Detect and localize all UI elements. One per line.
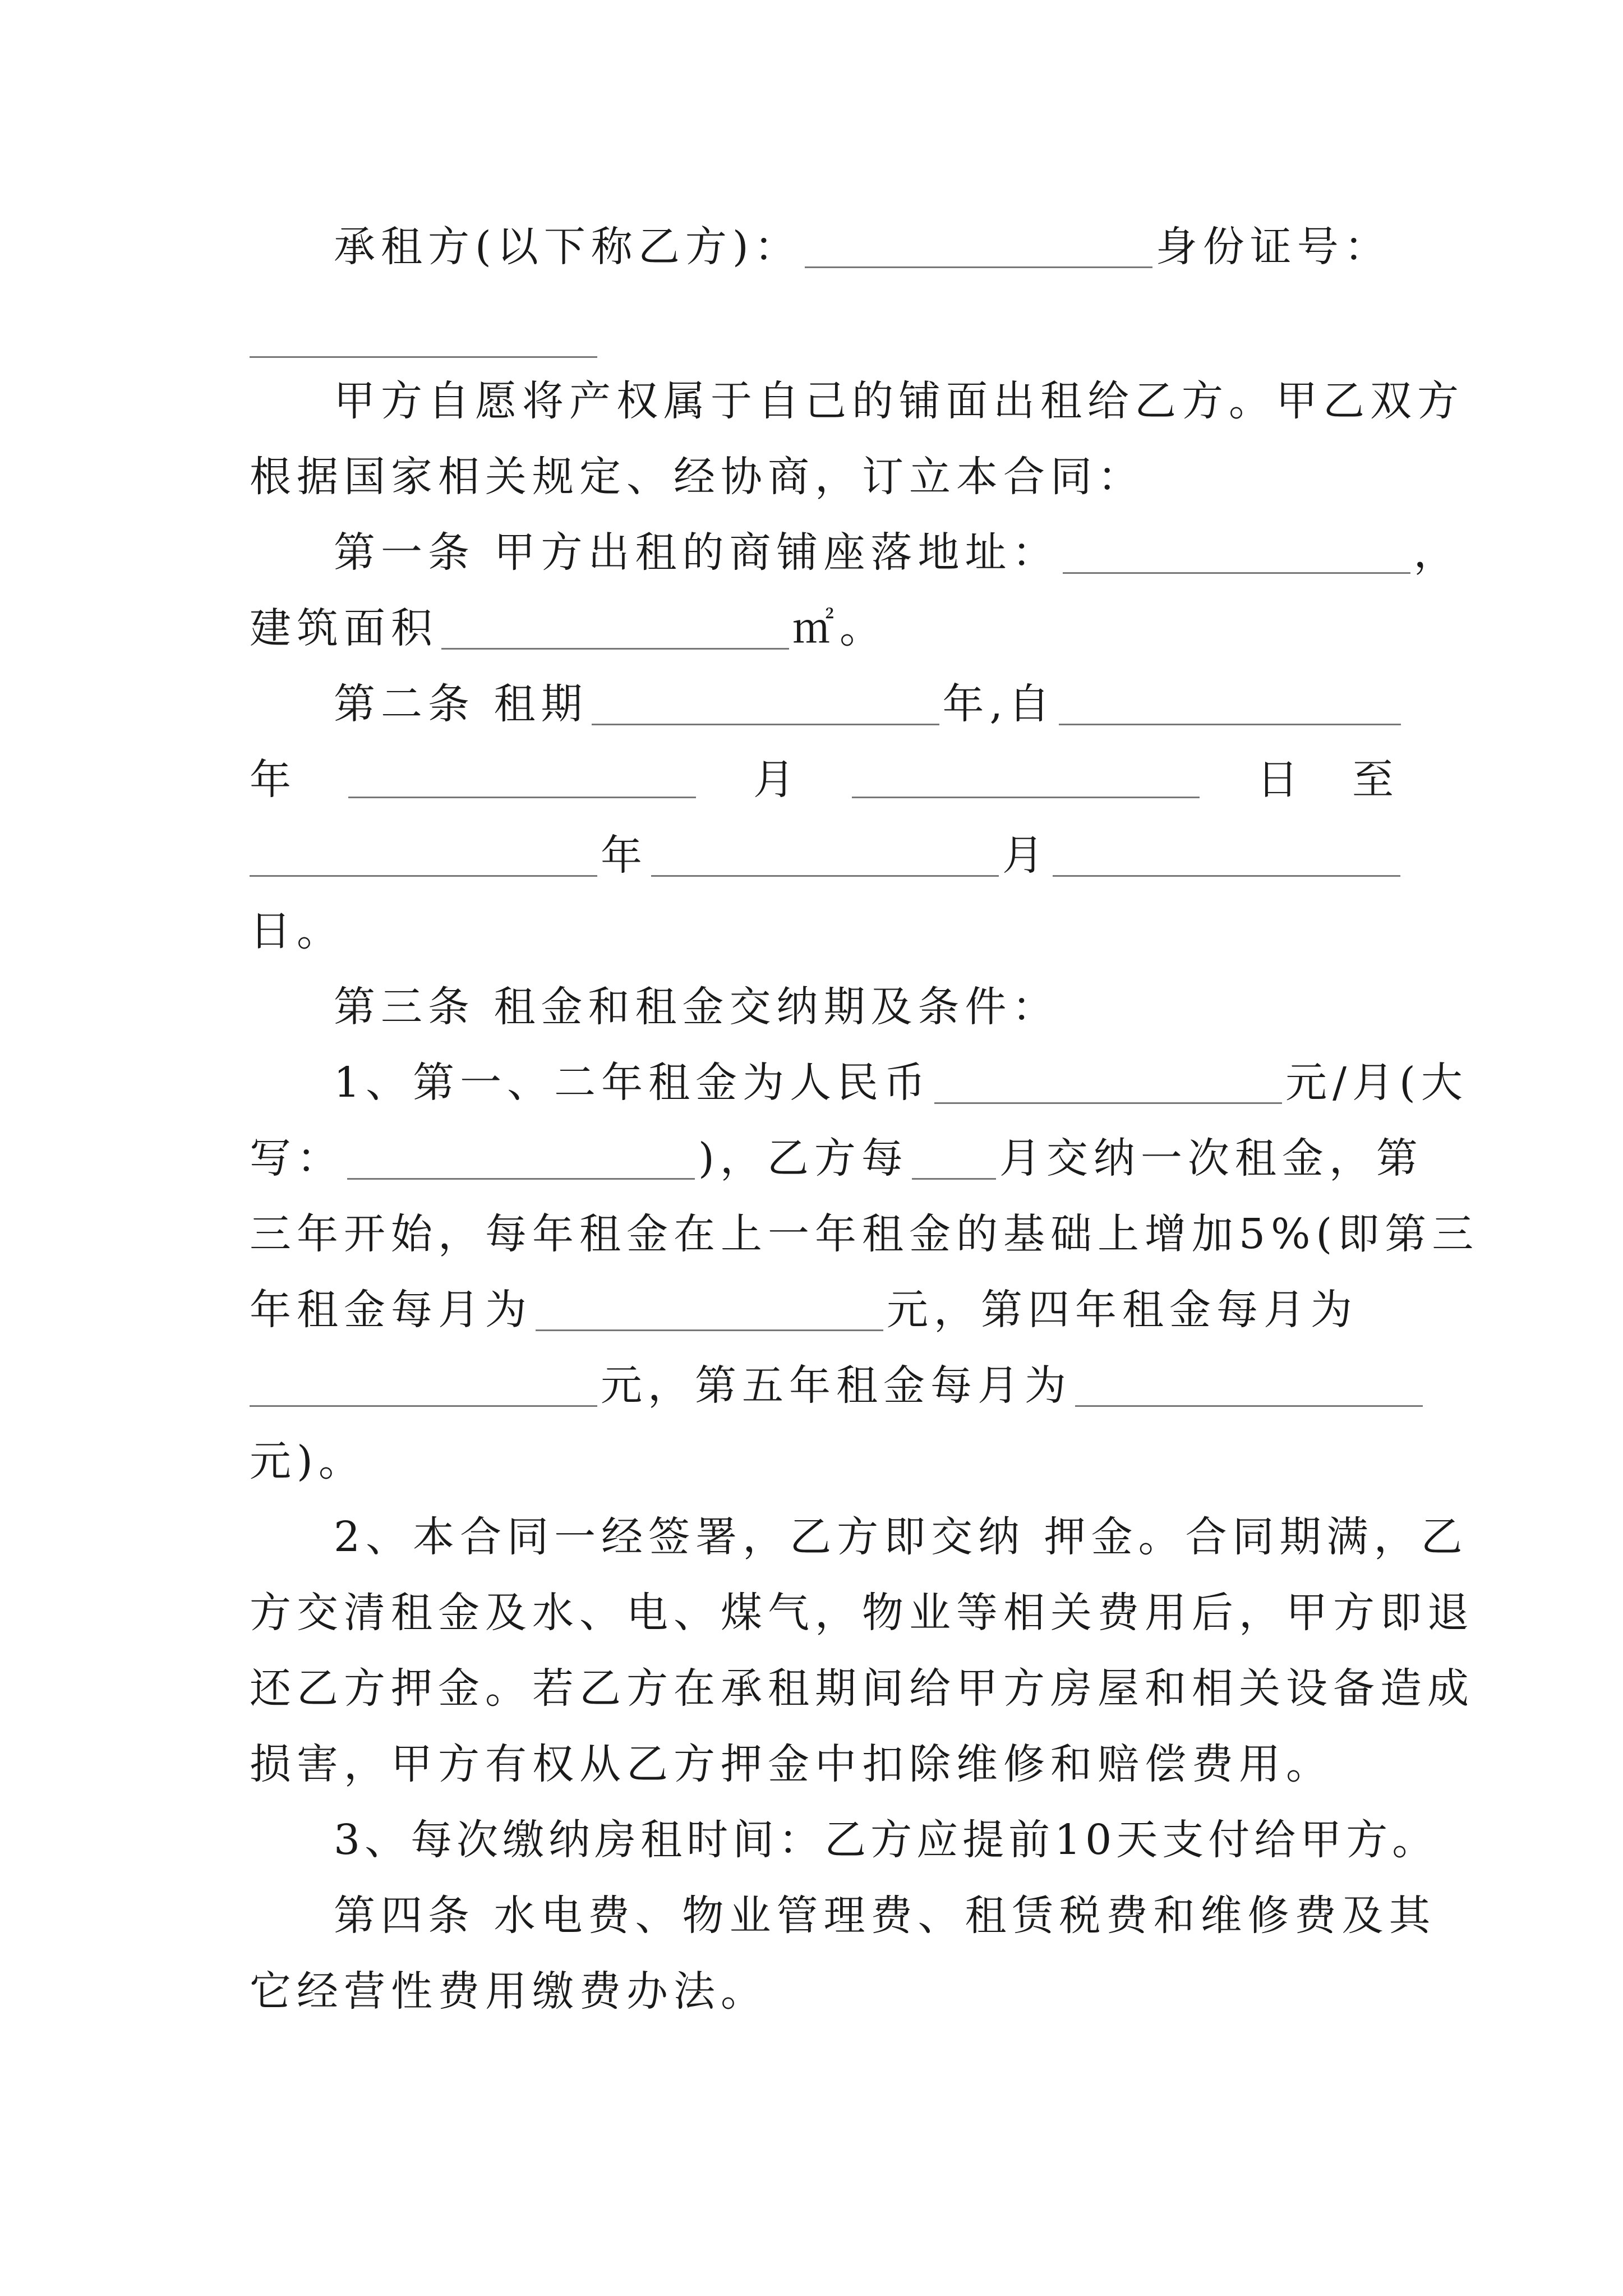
article-2-line-4: 日。 <box>250 907 344 955</box>
end-month-label: 月 <box>1002 831 1049 880</box>
tenant-name-blank[interactable] <box>805 231 1152 268</box>
payment-time-line: 3、每次缴纳房租时间：乙方应提前10天支付给甲方。 <box>334 1816 1438 1864</box>
year-4-rent-label: 元，第四年租金每月为 <box>887 1286 1358 1334</box>
end-month-blank[interactable] <box>651 840 999 877</box>
term-label: 第二条 租期 <box>334 680 588 728</box>
year-3-rent-blank[interactable] <box>536 1294 883 1331</box>
deposit-line-1: 2、本合同一经签署，乙方即交纳 押金。合同期满，乙 <box>334 1513 1468 1561</box>
area-blank[interactable] <box>441 613 789 650</box>
comma: ， <box>1413 528 1461 577</box>
year-5-rent-label: 元，第五年租金每月为 <box>601 1361 1072 1410</box>
month-label: 月 <box>753 756 795 804</box>
area-unit: ㎡。 <box>792 604 887 652</box>
rent-line-6: 元)。 <box>250 1437 366 1485</box>
rent-line-3: 三年开始，每年租金在上一年租金的基础上增加5%(即第三 <box>250 1210 1479 1258</box>
end-day-blank[interactable] <box>1053 840 1400 877</box>
rent-period-label: )，乙方每 <box>698 1134 909 1182</box>
rent-period-tail: 月交纳一次租金，第 <box>999 1134 1423 1182</box>
article-1-address-label: 第一条 甲方出租的商铺座落地址： <box>334 528 1059 577</box>
term-from-label: 年,自 <box>942 680 1056 728</box>
deposit-line-3: 还乙方押金。若乙方在承租期间给甲方房屋和相关设备造成 <box>250 1664 1474 1713</box>
id-number-label: 身份证号： <box>1155 223 1391 271</box>
year-5-rent-blank[interactable] <box>1075 1370 1423 1407</box>
id-number-blank[interactable] <box>250 321 597 358</box>
rent-unit: 元/月(大 <box>1285 1059 1468 1107</box>
rent-months-blank[interactable] <box>912 1143 996 1180</box>
start-year-value-blank[interactable] <box>348 761 696 798</box>
tenant-line <box>250 202 1478 292</box>
deposit-line-2: 方交清租金及水、电、煤气，物业等相关费用后，甲方即退 <box>250 1589 1474 1637</box>
term-years-blank[interactable] <box>592 688 939 725</box>
rent-words-blank[interactable] <box>347 1143 695 1180</box>
year-4-rent-blank[interactable] <box>250 1370 597 1407</box>
rent-words-label: 写： <box>250 1134 344 1182</box>
preamble-line-1: 甲方自愿将产权属于自己的铺面出租给乙方。甲乙双方 <box>334 377 1464 425</box>
to-label: 至 <box>1352 756 1394 804</box>
tenant-label: 承租方(以下称乙方)： <box>334 223 801 271</box>
start-month-blank[interactable] <box>852 761 1200 798</box>
year-label: 年 <box>250 756 291 804</box>
end-year-label: 年 <box>601 831 648 880</box>
article-4-line-1: 第四条 水电费、物业管理费、租赁税费和维修费及其 <box>334 1892 1436 1940</box>
day-label: 日 <box>1257 756 1298 804</box>
deposit-line-4: 损害，甲方有权从乙方押金中扣除维修和赔偿费用。 <box>250 1740 1333 1788</box>
end-year-blank[interactable] <box>250 840 597 877</box>
article-3-title: 第三条 租金和租金交纳期及条件： <box>334 983 1059 1031</box>
year-3-rent-label: 年租金每月为 <box>250 1286 532 1334</box>
rent-label: 1、第一、二年租金为人民币 <box>334 1059 932 1107</box>
address-blank[interactable] <box>1063 537 1410 574</box>
start-year-blank[interactable] <box>1059 688 1401 725</box>
preamble-line-2: 根据国家相关规定、经协商，订立本合同： <box>250 453 1145 501</box>
rent-amount-blank[interactable] <box>934 1067 1282 1104</box>
area-label: 建筑面积 <box>250 604 438 652</box>
article-4-line-2: 它经营性费用缴费办法。 <box>250 1967 768 2016</box>
